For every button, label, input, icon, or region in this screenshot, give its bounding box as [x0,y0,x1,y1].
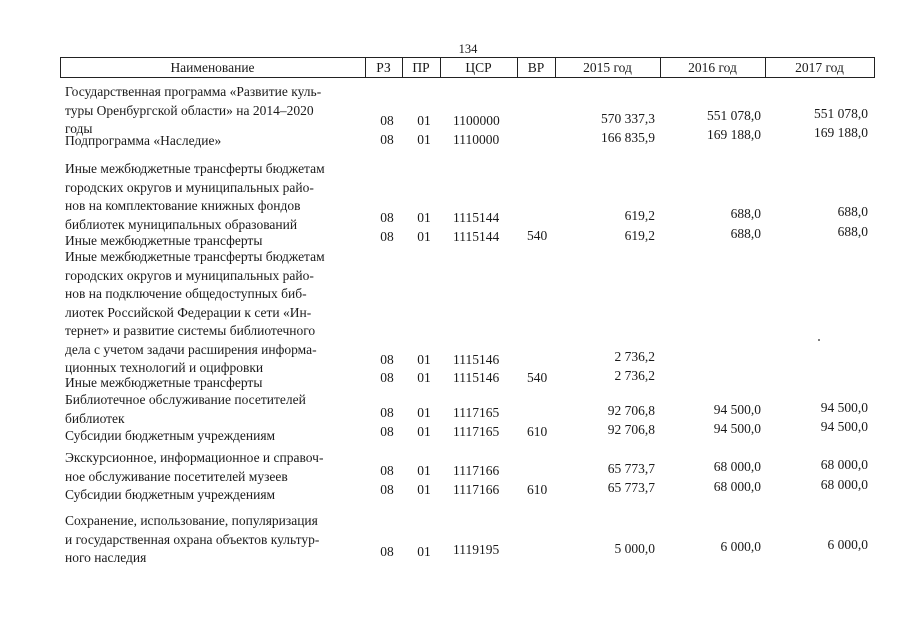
row-rz: 08 [380,405,394,420]
row-csr: 1115144 [453,210,500,225]
header-pr: ПР [412,60,430,75]
header-2015: 2015 год [583,60,632,75]
row-vr: 610 [527,424,548,439]
row-csr: 1117166 [453,482,500,497]
row-2016: 94 500,0 [713,421,761,436]
row-name: Экскурсионное, информационное и справоч- ное обслуживание посетителей музеев [65,450,324,484]
row-csr: 1117165 [453,424,500,439]
row-name: Иные межбюджетные трансферты бюджетам городских округов и муниципальных райо- нов на подключение общедоступных биб- лиотек Российской Федерации к сети «Ин- тернет» и развитие системы библиотечного дела с учетом задачи расширения информа- ционных технологий и оцифровки [65,249,325,375]
row-2016: 6 000,0 [720,539,761,554]
row-2015: 92 706,8 [607,403,655,418]
row-vr: 540 [527,370,548,385]
row-2017: 94 500,0 [820,400,868,415]
row-2017: 169 188,0 [814,125,868,140]
row-rz: 08 [380,210,394,225]
row-csr: 1117165 [453,405,500,420]
header-vr: ВР [527,60,545,75]
row-pr: 01 [417,544,431,559]
row-pr: 01 [417,482,431,497]
row-rz: 08 [380,370,394,385]
row-pr: 01 [417,132,431,147]
row-2015: 2 736,2 [614,349,655,364]
row-2017: 6 000,0 [827,537,868,552]
row-2017: 688,0 [837,204,868,219]
row-pr: 01 [417,229,431,244]
row-name: Библиотечное обслуживание посетителей библиотек [65,392,306,426]
row-csr: 1100000 [453,113,500,128]
row-rz: 08 [380,544,394,559]
row-2017: 688,0 [837,224,868,239]
header-rz: РЗ [376,60,391,75]
row-2017: 94 500,0 [820,419,868,434]
row-name: Субсидии бюджетным учреждениям [65,487,276,502]
row-rz: 08 [380,482,394,497]
table-header [60,57,875,77]
row-pr: 01 [417,210,431,225]
row-2015: 92 706,8 [607,422,655,437]
scan-speck [818,339,820,341]
row-2016: 169 188,0 [707,127,761,142]
row-2016: 688,0 [730,226,761,241]
row-rz: 08 [380,132,394,147]
row-pr: 01 [417,405,431,420]
row-pr: 01 [417,370,431,385]
row-pr: 01 [417,352,431,367]
row-rz: 08 [380,424,394,439]
row-vr: 540 [527,228,548,243]
row-name: Иные межбюджетные трансферты [65,233,263,248]
row-pr: 01 [417,113,431,128]
row-name: Сохранение, использование, популяризация и государственная охрана объектов культур- ного наследия [65,513,320,565]
row-name: Иные межбюджетные трансферты [65,375,263,390]
page-number: 134 [458,42,478,56]
row-2017: 551 078,0 [814,106,868,121]
row-pr: 01 [417,463,431,478]
row-vr: 610 [527,482,548,497]
row-name: Подпрограмма «Наследие» [65,133,222,148]
row-rz: 08 [380,463,394,478]
row-name: Иные межбюджетные трансферты бюджетам городских округов и муниципальных райо- нов на комплектование книжных фондов библиотек муниципальных образований [65,161,325,232]
header-csr: ЦСР [465,60,492,75]
row-csr: 1117166 [453,463,500,478]
header-name: Наименование [170,60,255,75]
row-rz: 08 [380,352,394,367]
row-2015: 166 835,9 [601,130,655,145]
row-name: Государственная программа «Развитие куль- туры Оренбургской области» на 2014–2020 годы [65,84,322,136]
row-2017: 68 000,0 [820,457,868,472]
row-2016: 94 500,0 [713,402,761,417]
row-2015: 5 000,0 [614,541,655,556]
row-2015: 570 337,3 [601,111,655,126]
row-2016: 68 000,0 [713,479,761,494]
row-csr: 1115144 [453,229,500,244]
row-name: Субсидии бюджетным учреждениям [65,428,276,443]
row-2015: 619,2 [624,228,655,243]
row-pr: 01 [417,424,431,439]
row-2015: 65 773,7 [607,480,655,495]
row-2016: 551 078,0 [707,108,761,123]
row-csr: 1119195 [453,542,500,557]
row-rz: 08 [380,229,394,244]
row-rz: 08 [380,113,394,128]
row-csr: 1115146 [453,370,500,385]
header-2017: 2017 год [795,60,844,75]
row-2015: 65 773,7 [607,461,655,476]
row-2017: 68 000,0 [820,477,868,492]
row-2016: 68 000,0 [713,459,761,474]
header-2016: 2016 год [688,60,737,75]
row-2016: 688,0 [730,206,761,221]
row-2015: 2 736,2 [614,368,655,383]
row-2015: 619,2 [624,208,655,223]
row-csr: 1110000 [453,132,500,147]
row-csr: 1115146 [453,352,500,367]
